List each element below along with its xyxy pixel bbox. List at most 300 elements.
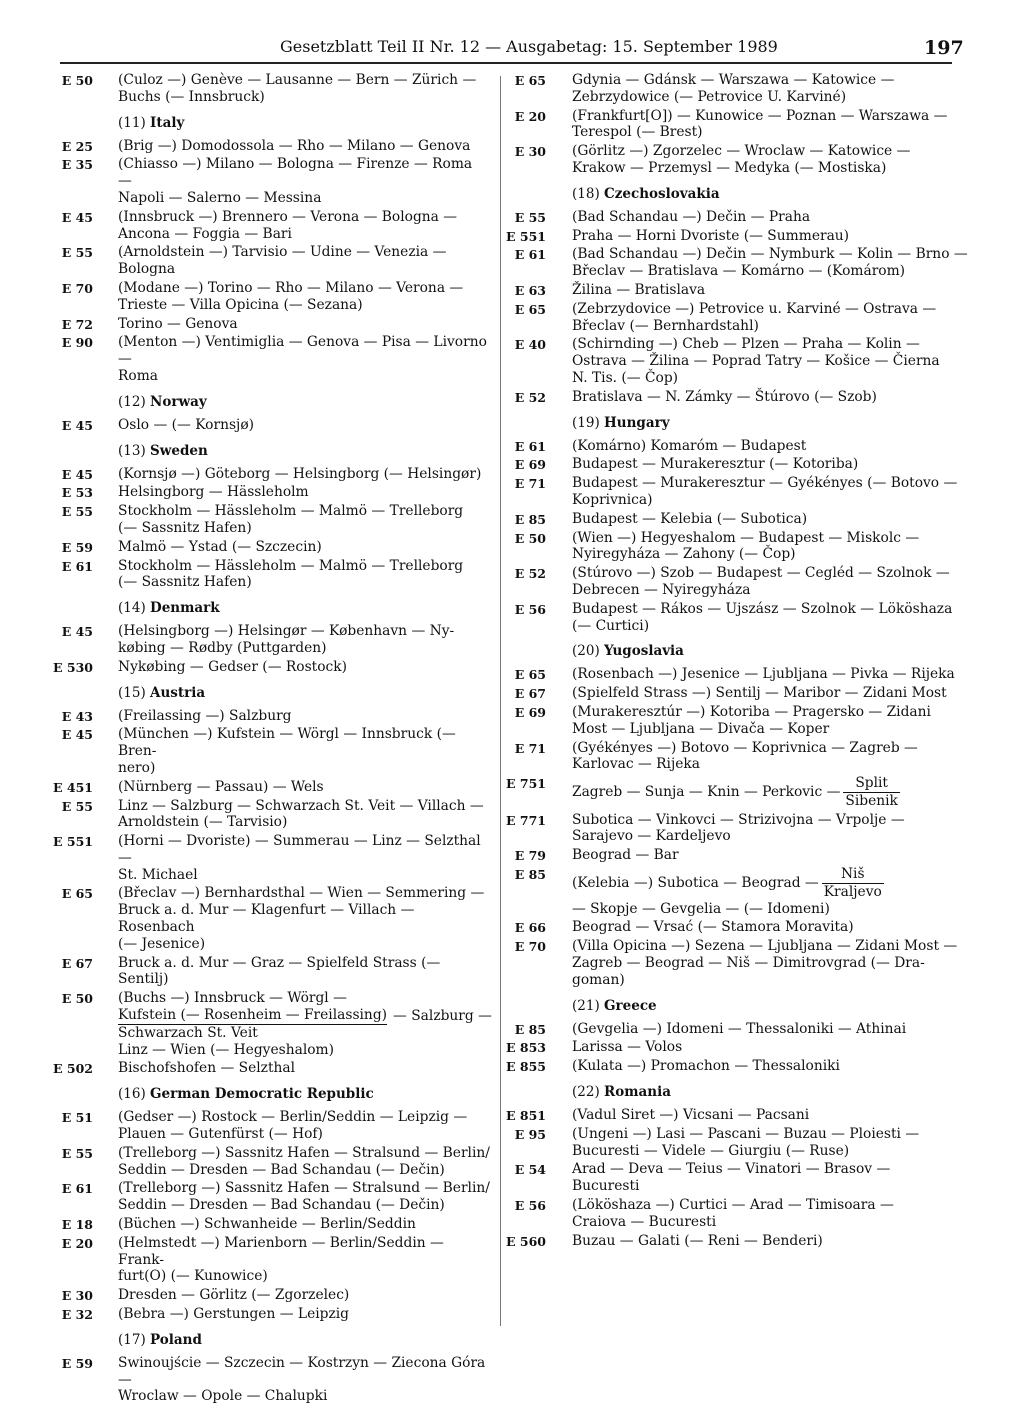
- route-entry: [500, 812, 1000, 846]
- route-line: — Skopje — Gevgelia — (— Idomeni): [572, 900, 830, 917]
- route-entry: [500, 1058, 1000, 1075]
- route-text: [118, 1145, 490, 1179]
- route-line: (Innsbruck —) Brennero — Verona — Bologna —: [118, 208, 458, 225]
- route-text: [572, 812, 972, 846]
- section-name: Greece: [604, 997, 657, 1014]
- route-text: [572, 1021, 972, 1038]
- route-line: (Bad Schandau —) Dečin — Praha: [572, 208, 811, 225]
- route-entry: [500, 246, 1000, 280]
- route-code: E 851: [506, 1108, 546, 1124]
- route-entry: [0, 659, 495, 676]
- route-line: Stockholm — Hässleholm — Malmö — Trelleborg: [118, 557, 464, 574]
- route-entry: [0, 1306, 495, 1323]
- route-code: E 43: [61, 708, 93, 724]
- route-text: [572, 938, 972, 988]
- route-text: [118, 156, 490, 206]
- route-code: E 560: [506, 1233, 546, 1249]
- route-entry: [0, 1060, 495, 1077]
- left-column: [0, 72, 495, 1407]
- route-text: [118, 539, 490, 556]
- route-text: [118, 708, 490, 725]
- route-line: Schwarzach St. Veit: [118, 1024, 258, 1041]
- route-line: (Komárno) Komaróm — Budapest: [572, 437, 807, 454]
- route-line: (— Sassnitz Hafen): [118, 574, 252, 591]
- route-entry: [500, 438, 1000, 455]
- route-code: E 50: [514, 530, 546, 546]
- route-code: E 61: [61, 558, 93, 574]
- route-text: [118, 280, 490, 314]
- route-code: E 53: [61, 485, 93, 501]
- route-line: Roma: [118, 367, 159, 384]
- route-entry: [500, 565, 1000, 599]
- route-entry: [500, 456, 1000, 473]
- route-line: Břeclav (— Bernhardstahl): [572, 317, 759, 334]
- route-line: Debrecen — Nyiregyháza: [572, 581, 751, 598]
- route-line: (Gyékényes —) Botovo — Koprivnica — Zagreb —: [572, 739, 918, 756]
- route-code: E 451: [53, 779, 93, 795]
- route-code: E 65: [514, 301, 546, 317]
- route-code: E 52: [514, 566, 546, 582]
- route-code: E 502: [53, 1061, 93, 1077]
- route-code: E 79: [514, 848, 546, 864]
- route-line: (Trelleborg —) Sassnitz Hafen — Stralsund — Berlin/: [118, 1180, 490, 1197]
- header-rule: [60, 62, 952, 64]
- section-name: Poland: [150, 1331, 202, 1348]
- route-code: E 551: [506, 228, 546, 244]
- route-code: E 71: [514, 740, 546, 756]
- route-fork: [843, 775, 900, 810]
- route-code: E 751: [506, 776, 546, 792]
- route-code: E 67: [61, 955, 93, 971]
- route-line: Helsingborg — Hässleholm: [118, 484, 309, 501]
- route-entry: [500, 1021, 1000, 1038]
- route-fork-upper: Split: [843, 775, 900, 793]
- route-text: [118, 417, 490, 434]
- route-text: [572, 1107, 972, 1124]
- route-entry: [500, 72, 1000, 106]
- route-entry: [0, 885, 495, 952]
- section-heading: [572, 186, 1024, 203]
- route-text: [572, 1161, 972, 1195]
- route-line: (Lököshaza —) Curtici — Arad — Timisoara —: [572, 1197, 894, 1214]
- route-entry: [500, 601, 1000, 635]
- route-text: [572, 282, 972, 299]
- section-number: (15): [118, 684, 146, 701]
- route-code: E 853: [506, 1040, 546, 1056]
- route-brace-block: [118, 990, 490, 1041]
- route-line: Dresden — Görlitz (— Zgorzelec): [118, 1287, 350, 1304]
- route-entry: [0, 798, 495, 832]
- route-line: Subotica — Vinkovci — Strizivojna — Vrpolje —: [572, 811, 905, 828]
- route-code: E 90: [61, 335, 93, 351]
- route-text: [118, 955, 490, 989]
- route-entry: [500, 511, 1000, 528]
- section-name: Italy: [150, 114, 185, 131]
- section-number: (12): [118, 393, 146, 410]
- route-text: [118, 316, 490, 333]
- route-line: Nykøbing — Gedser (— Rostock): [118, 658, 347, 675]
- route-text: [118, 138, 490, 155]
- route-entry: [500, 704, 1000, 738]
- route-text: [572, 685, 972, 702]
- route-entry: [0, 156, 495, 206]
- route-text: [572, 704, 972, 738]
- route-text: [572, 389, 972, 406]
- route-entry: [0, 1145, 495, 1179]
- route-entry: [500, 1197, 1000, 1231]
- route-line: Budapest — Rákos — Ujszász — Szolnok — Lököshaza: [572, 600, 953, 617]
- route-code: E 551: [53, 834, 93, 850]
- route-entry: [0, 316, 495, 333]
- route-line: Ancona — Foggia — Bari: [118, 225, 292, 242]
- route-line: Terespol (— Brest): [572, 124, 703, 141]
- section-heading: [572, 643, 1024, 660]
- route-entry: [500, 228, 1000, 245]
- route-text: [572, 143, 972, 177]
- route-text: [118, 334, 490, 384]
- route-code: E 30: [514, 144, 546, 160]
- route-line: (— Sassnitz Hafen): [118, 519, 252, 536]
- route-line: Bruck a. d. Mur — Klagenfurt — Villach — Rosenbach: [118, 902, 415, 936]
- route-line: (Villa Opicina —) Sezena — Ljubljana — Zidani Most —: [572, 938, 958, 955]
- route-line: Bologna: [118, 261, 176, 278]
- route-code: E 20: [61, 1235, 93, 1251]
- route-entry: [0, 623, 495, 657]
- route-code: E 61: [514, 438, 546, 454]
- route-entry: [500, 1161, 1000, 1195]
- route-entry: [0, 955, 495, 989]
- route-code: E 71: [514, 476, 546, 492]
- route-line: (Kornsjø —) Göteborg — Helsingborg (— Helsingør): [118, 465, 482, 482]
- route-entry: [500, 389, 1000, 406]
- route-text: [118, 1306, 490, 1323]
- route-code: E 54: [514, 1162, 546, 1178]
- page-number: 197: [924, 37, 964, 59]
- route-line: Craiova — Bucuresti: [572, 1213, 717, 1230]
- route-entry: [0, 708, 495, 725]
- route-text: [572, 1233, 972, 1250]
- route-entry: [0, 484, 495, 501]
- route-code: E 52: [514, 389, 546, 405]
- route-line: (Gedser —) Rostock — Berlin/Seddin — Leipzig —: [118, 1109, 468, 1126]
- route-code: E 771: [506, 812, 546, 828]
- route-text: [118, 558, 490, 592]
- route-entry: [0, 503, 495, 537]
- route-text: [572, 475, 972, 509]
- route-code: E 66: [514, 920, 546, 936]
- route-entry: [0, 1109, 495, 1143]
- route-entry: [0, 779, 495, 796]
- route-text: [118, 1109, 490, 1143]
- section-name: Sweden: [150, 442, 208, 459]
- route-text: [118, 659, 490, 676]
- route-line: (Freilassing —) Salzburg: [118, 707, 292, 724]
- route-line: N. Tis. (— Čop): [572, 369, 679, 386]
- route-text: [118, 503, 490, 537]
- route-code: E 85: [514, 511, 546, 527]
- route-entry: [0, 1235, 495, 1285]
- route-text: [572, 228, 972, 245]
- route-line: (Menton —) Ventimiglia — Genova — Pisa — Livorno —: [118, 334, 487, 368]
- route-entry: [0, 72, 495, 106]
- route-text: [572, 666, 972, 683]
- route-text: [118, 209, 490, 243]
- route-text: [118, 1180, 490, 1214]
- route-code: E 61: [61, 1181, 93, 1197]
- route-entry: [500, 1126, 1000, 1160]
- section-number: (14): [118, 600, 146, 617]
- section-name: Hungary: [604, 414, 670, 431]
- route-line: Ostrava — Žilina — Poprad Tatry — Košice — Čierna: [572, 353, 940, 370]
- route-code: E 69: [514, 457, 546, 473]
- route-text: [118, 779, 490, 796]
- route-entry: [0, 1180, 495, 1214]
- route-line: Žilina — Bratislava: [572, 281, 706, 298]
- route-code: E 45: [61, 417, 93, 433]
- route-line: Napoli — Salerno — Messina: [118, 189, 322, 206]
- route-line: nero): [118, 759, 156, 776]
- route-entry: [0, 539, 495, 556]
- route-entry-braced: [0, 990, 495, 1058]
- route-brace-tail: — Salzburg —: [393, 1007, 492, 1024]
- route-line: (Modane —) Torino — Rho — Milano — Verona —: [118, 279, 464, 296]
- route-line: Budapest — Murakeresztur — Gyékényes (— Botovo —: [572, 475, 958, 492]
- section-number: (18): [572, 185, 600, 202]
- route-text: [118, 1355, 490, 1405]
- route-line: (Horni — Dvoriste) — Summerau — Linz — Selzthal —: [118, 833, 481, 866]
- section-name: Czechoslovakia: [604, 185, 720, 202]
- route-entry: [500, 108, 1000, 142]
- route-entry: [0, 466, 495, 483]
- route-line: Stockholm — Hässleholm — Malmö — Trelleborg: [118, 503, 464, 520]
- route-code: E 85: [514, 867, 546, 883]
- route-code: E 56: [514, 1198, 546, 1214]
- route-line: (Břeclav —) Bernhardsthal — Wien — Semmering —: [118, 885, 485, 902]
- route-code: E 59: [61, 539, 93, 555]
- route-text: [572, 775, 972, 810]
- route-line: (— Curtici): [572, 617, 650, 634]
- route-code: E 18: [61, 1217, 93, 1233]
- route-text: [572, 1058, 972, 1075]
- route-line: Swinoujście — Szczecin — Kostrzyn — Ziecona Góra —: [118, 1354, 486, 1388]
- route-fork-lower: Kraljevo: [823, 883, 882, 900]
- route-line: (— Jesenice): [118, 935, 206, 952]
- route-line: Most — Ljubljana — Divača — Koper: [572, 720, 830, 737]
- route-line: Bratislava — N. Zámky — Štúrovo (— Szob): [572, 388, 877, 405]
- route-text: [572, 919, 972, 936]
- route-text: [118, 833, 490, 883]
- route-text: [572, 565, 972, 599]
- route-line: Bruck a. d. Mur — Graz — Spielfeld Strass (— Sentilj): [118, 954, 441, 988]
- route-line: Seddin — Dresden — Bad Schandau (— Dečin): [118, 1161, 445, 1178]
- route-line: Malmö — Ystad (— Szczecin): [118, 538, 322, 555]
- route-entry: [0, 726, 495, 776]
- route-text: [572, 72, 972, 106]
- route-line: Linz — Wien (— Hegyeshalom): [118, 1041, 335, 1058]
- route-line: (Kulata —) Promachon — Thessaloniki: [572, 1058, 840, 1075]
- route-entry: [0, 1216, 495, 1233]
- route-text: [572, 530, 972, 564]
- route-line: Praha — Horni Dvoriste (— Summerau): [572, 227, 850, 244]
- route-code: E 530: [53, 659, 93, 675]
- route-entry: [0, 417, 495, 434]
- route-line: (Bebra —) Gerstungen — Leipzig: [118, 1306, 350, 1323]
- route-code: E 50: [61, 991, 93, 1007]
- route-entry: [0, 209, 495, 243]
- route-line: (Stúrovo —) Szob — Budapest — Cegléd — Szolnok —: [572, 565, 950, 582]
- route-line: (Görlitz —) Zgorzelec — Wroclaw — Katowice —: [572, 143, 911, 160]
- route-code: E 55: [61, 504, 93, 520]
- route-code: E 30: [61, 1288, 93, 1304]
- route-text: [572, 246, 972, 280]
- route-brace-lines: [118, 990, 387, 1041]
- route-code: E 45: [61, 466, 93, 482]
- route-code: E 45: [61, 209, 93, 225]
- route-entry: [0, 334, 495, 384]
- route-text: [572, 1039, 972, 1056]
- section-name: Denmark: [150, 600, 220, 617]
- section-number: (22): [572, 1084, 600, 1101]
- route-text: [572, 108, 972, 142]
- section-number: (19): [572, 414, 600, 431]
- section-number: (11): [118, 114, 146, 131]
- route-text: [572, 847, 972, 864]
- route-entry-fraction: [500, 775, 1000, 810]
- route-line: Buchs (— Innsbruck): [118, 88, 265, 105]
- route-line: [572, 866, 972, 901]
- route-code: E 51: [61, 1110, 93, 1126]
- route-code: E 35: [61, 157, 93, 173]
- route-line: Trieste — Villa Opicina (— Sezana): [118, 296, 363, 313]
- route-code: E 40: [514, 337, 546, 353]
- route-line: Oslo — (— Kornsjø): [118, 416, 255, 433]
- route-line: (Buchs —) Innsbruck — Wörgl —: [118, 990, 347, 1007]
- route-entry: [500, 847, 1000, 864]
- route-fork: [822, 866, 884, 901]
- route-entry: [500, 209, 1000, 226]
- route-text: [118, 1060, 490, 1077]
- section-name: Romania: [604, 1084, 671, 1101]
- route-entry: [500, 143, 1000, 177]
- route-entry: [500, 336, 1000, 386]
- route-line: Bucuresti — Videle — Giurgiu (— Ruse): [572, 1142, 850, 1159]
- route-line: Buzau — Galati (— Reni — Benderi): [572, 1232, 823, 1249]
- route-code: E 45: [61, 727, 93, 743]
- route-line: [572, 775, 972, 810]
- route-line: goman): [572, 971, 625, 988]
- route-text: [572, 301, 972, 335]
- route-text: [572, 438, 972, 455]
- route-entry: [500, 666, 1000, 683]
- section-number: (17): [118, 1331, 146, 1348]
- route-line: (Helsingborg —) Helsingør — København — Ny-: [118, 623, 455, 640]
- section-name: Austria: [150, 684, 206, 701]
- route-fork-upper: Niš: [822, 866, 884, 884]
- route-code: E 61: [514, 247, 546, 263]
- route-code: E 855: [506, 1059, 546, 1075]
- route-line: Zebrzydowice (— Petrovice U. Karviné): [572, 88, 847, 105]
- route-line: (Zebrzydovice —) Petrovice u. Karviné — Ostrava —: [572, 300, 937, 317]
- route-prefix: (Kelebia —) Subotica — Beograd —: [572, 874, 819, 891]
- route-line: Karlovac — Rijeka: [572, 756, 700, 773]
- route-text: [118, 244, 490, 278]
- route-line: (Spielfeld Strass —) Sentilj — Maribor — Zidani Most: [572, 685, 947, 702]
- route-line: Budapest — Kelebia (— Subotica): [572, 510, 808, 527]
- route-code: E 50: [61, 73, 93, 88]
- route-entry-fraction: [500, 866, 1000, 917]
- route-line: Budapest — Murakeresztur (— Kotoriba): [572, 456, 859, 473]
- route-text: [118, 72, 490, 106]
- route-line: Plauen — Gutenfürst (— Hof): [118, 1126, 323, 1143]
- route-entry: [500, 938, 1000, 988]
- route-line: (Murakeresztúr —) Kotoriba — Pragersko — Zidani: [572, 703, 931, 720]
- route-line: (Brig —) Domodossola — Rho — Milano — Genova: [118, 137, 471, 154]
- route-line: (Frankfurt[O]) — Kunowice — Poznan — Warszawa —: [572, 107, 948, 124]
- route-code: E 95: [514, 1126, 546, 1142]
- route-text: [572, 336, 972, 386]
- route-text: [572, 1126, 972, 1160]
- route-code: E 45: [61, 624, 93, 640]
- route-code: E 65: [514, 73, 546, 88]
- right-column: [500, 72, 1000, 1251]
- route-code: E 55: [514, 209, 546, 225]
- route-text: [118, 466, 490, 483]
- route-line: købing — Rødby (Puttgarden): [118, 639, 327, 656]
- route-text: [118, 990, 490, 1058]
- route-entry: [0, 138, 495, 155]
- route-line: (Vadul Siret —) Vicsani — Pacsani: [572, 1107, 810, 1124]
- route-prefix: Zagreb — Sunja — Knin — Perkovic —: [572, 783, 841, 800]
- route-code: E 70: [514, 939, 546, 955]
- route-text: [572, 740, 972, 774]
- route-line: Nyiregyháza — Zahony (— Čop): [572, 546, 796, 563]
- route-text: [118, 1235, 490, 1285]
- route-line: Krakow — Przemysl — Medyka (— Mostiska): [572, 159, 887, 176]
- route-entry: [500, 1233, 1000, 1250]
- route-fork-lower: Sibenik: [845, 792, 898, 809]
- route-line: Torino — Genova: [118, 315, 238, 332]
- route-line: Kufstein (— Rosenheim — Freilassing): [118, 1007, 388, 1024]
- route-entry: [0, 833, 495, 883]
- route-line: Bischofshofen — Selzthal: [118, 1060, 296, 1077]
- route-text: [118, 1287, 490, 1304]
- route-line: Sarajevo — Kardeljevo: [572, 828, 731, 845]
- route-entry: [500, 1039, 1000, 1056]
- section-name: Norway: [150, 393, 207, 410]
- route-line: Břeclav — Bratislava — Komárno — (Komárom): [572, 263, 906, 280]
- route-line: St. Michael: [118, 866, 198, 883]
- route-line: Gdynia — Gdánsk — Warszawa — Katowice —: [572, 72, 895, 88]
- route-line: (Arnoldstein —) Tarvisio — Udine — Venezia —: [118, 244, 447, 261]
- route-entry: [500, 301, 1000, 335]
- route-line: (München —) Kufstein — Wörgl — Innsbruck (— Bren-: [118, 726, 456, 760]
- route-entry: [0, 244, 495, 278]
- route-line: (Schirnding —) Cheb — Plzen — Praha — Kolin —: [572, 336, 920, 353]
- section-heading: [572, 1084, 1024, 1101]
- section-number: (21): [572, 997, 600, 1014]
- route-code: E 32: [61, 1307, 93, 1323]
- route-entry: [500, 919, 1000, 936]
- route-line: (Chiasso —) Milano — Bologna — Firenze — Roma —: [118, 156, 473, 190]
- route-entry: [500, 685, 1000, 702]
- route-entry: [500, 530, 1000, 564]
- route-code: E 85: [514, 1021, 546, 1037]
- route-line: (Büchen —) Schwanheide — Berlin/Seddin: [118, 1216, 416, 1233]
- route-text: [572, 209, 972, 226]
- route-line: Arnoldstein (— Tarvisio): [118, 814, 288, 831]
- route-text: [572, 456, 972, 473]
- route-line: (Culoz —) Genève — Lausanne — Bern — Zürich —: [118, 72, 477, 88]
